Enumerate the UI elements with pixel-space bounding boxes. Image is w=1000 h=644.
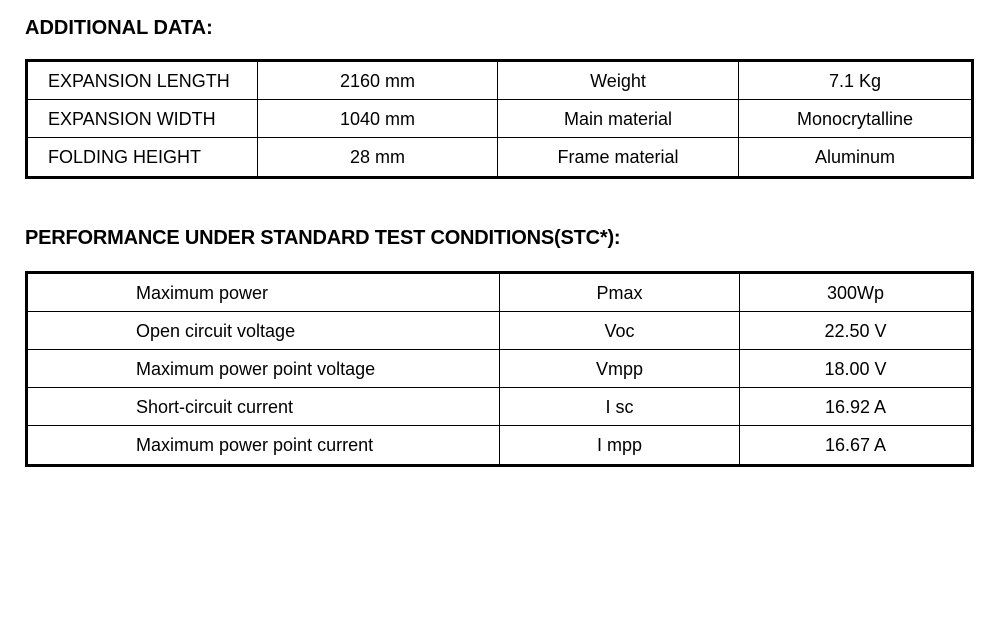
cell-mpp-voltage-value: 18.00 V <box>740 350 971 388</box>
cell-weight-value: 7.1 Kg <box>739 62 971 100</box>
additional-data-table <box>25 59 974 179</box>
cell-short-circuit-current-symbol: I sc <box>500 388 740 426</box>
cell-mpp-current-name: Maximum power point current <box>28 426 500 464</box>
cell-main-material-label: Main material <box>498 100 739 138</box>
cell-expansion-width-value: 1040 mm <box>258 100 498 138</box>
cell-folding-height-label: FOLDING HEIGHT <box>28 138 258 176</box>
cell-expansion-length-value: 2160 mm <box>258 62 498 100</box>
cell-short-circuit-current-name: Short-circuit current <box>28 388 500 426</box>
cell-expansion-length-label: EXPANSION LENGTH <box>28 62 258 100</box>
cell-mpp-voltage-name: Maximum power point voltage <box>28 350 500 388</box>
cell-mpp-current-symbol: I mpp <box>500 426 740 464</box>
performance-table <box>25 271 974 467</box>
cell-maximum-power-symbol: Pmax <box>500 274 740 312</box>
cell-maximum-power-name: Maximum power <box>28 274 500 312</box>
cell-main-material-value: Monocrytalline <box>739 100 971 138</box>
cell-open-circuit-voltage-value: 22.50 V <box>740 312 971 350</box>
cell-frame-material-label: Frame material <box>498 138 739 176</box>
cell-maximum-power-value: 300Wp <box>740 274 971 312</box>
additional-data-heading: ADDITIONAL DATA: <box>25 17 213 39</box>
performance-heading: PERFORMANCE UNDER STANDARD TEST CONDITIONS(STC*): <box>25 227 621 249</box>
cell-frame-material-value: Aluminum <box>739 138 971 176</box>
cell-mpp-voltage-symbol: Vmpp <box>500 350 740 388</box>
cell-open-circuit-voltage-name: Open circuit voltage <box>28 312 500 350</box>
cell-short-circuit-current-value: 16.92 A <box>740 388 971 426</box>
cell-expansion-width-label: EXPANSION WIDTH <box>28 100 258 138</box>
cell-mpp-current-value: 16.67 A <box>740 426 971 464</box>
cell-weight-label: Weight <box>498 62 739 100</box>
cell-open-circuit-voltage-symbol: Voc <box>500 312 740 350</box>
cell-folding-height-value: 28 mm <box>258 138 498 176</box>
